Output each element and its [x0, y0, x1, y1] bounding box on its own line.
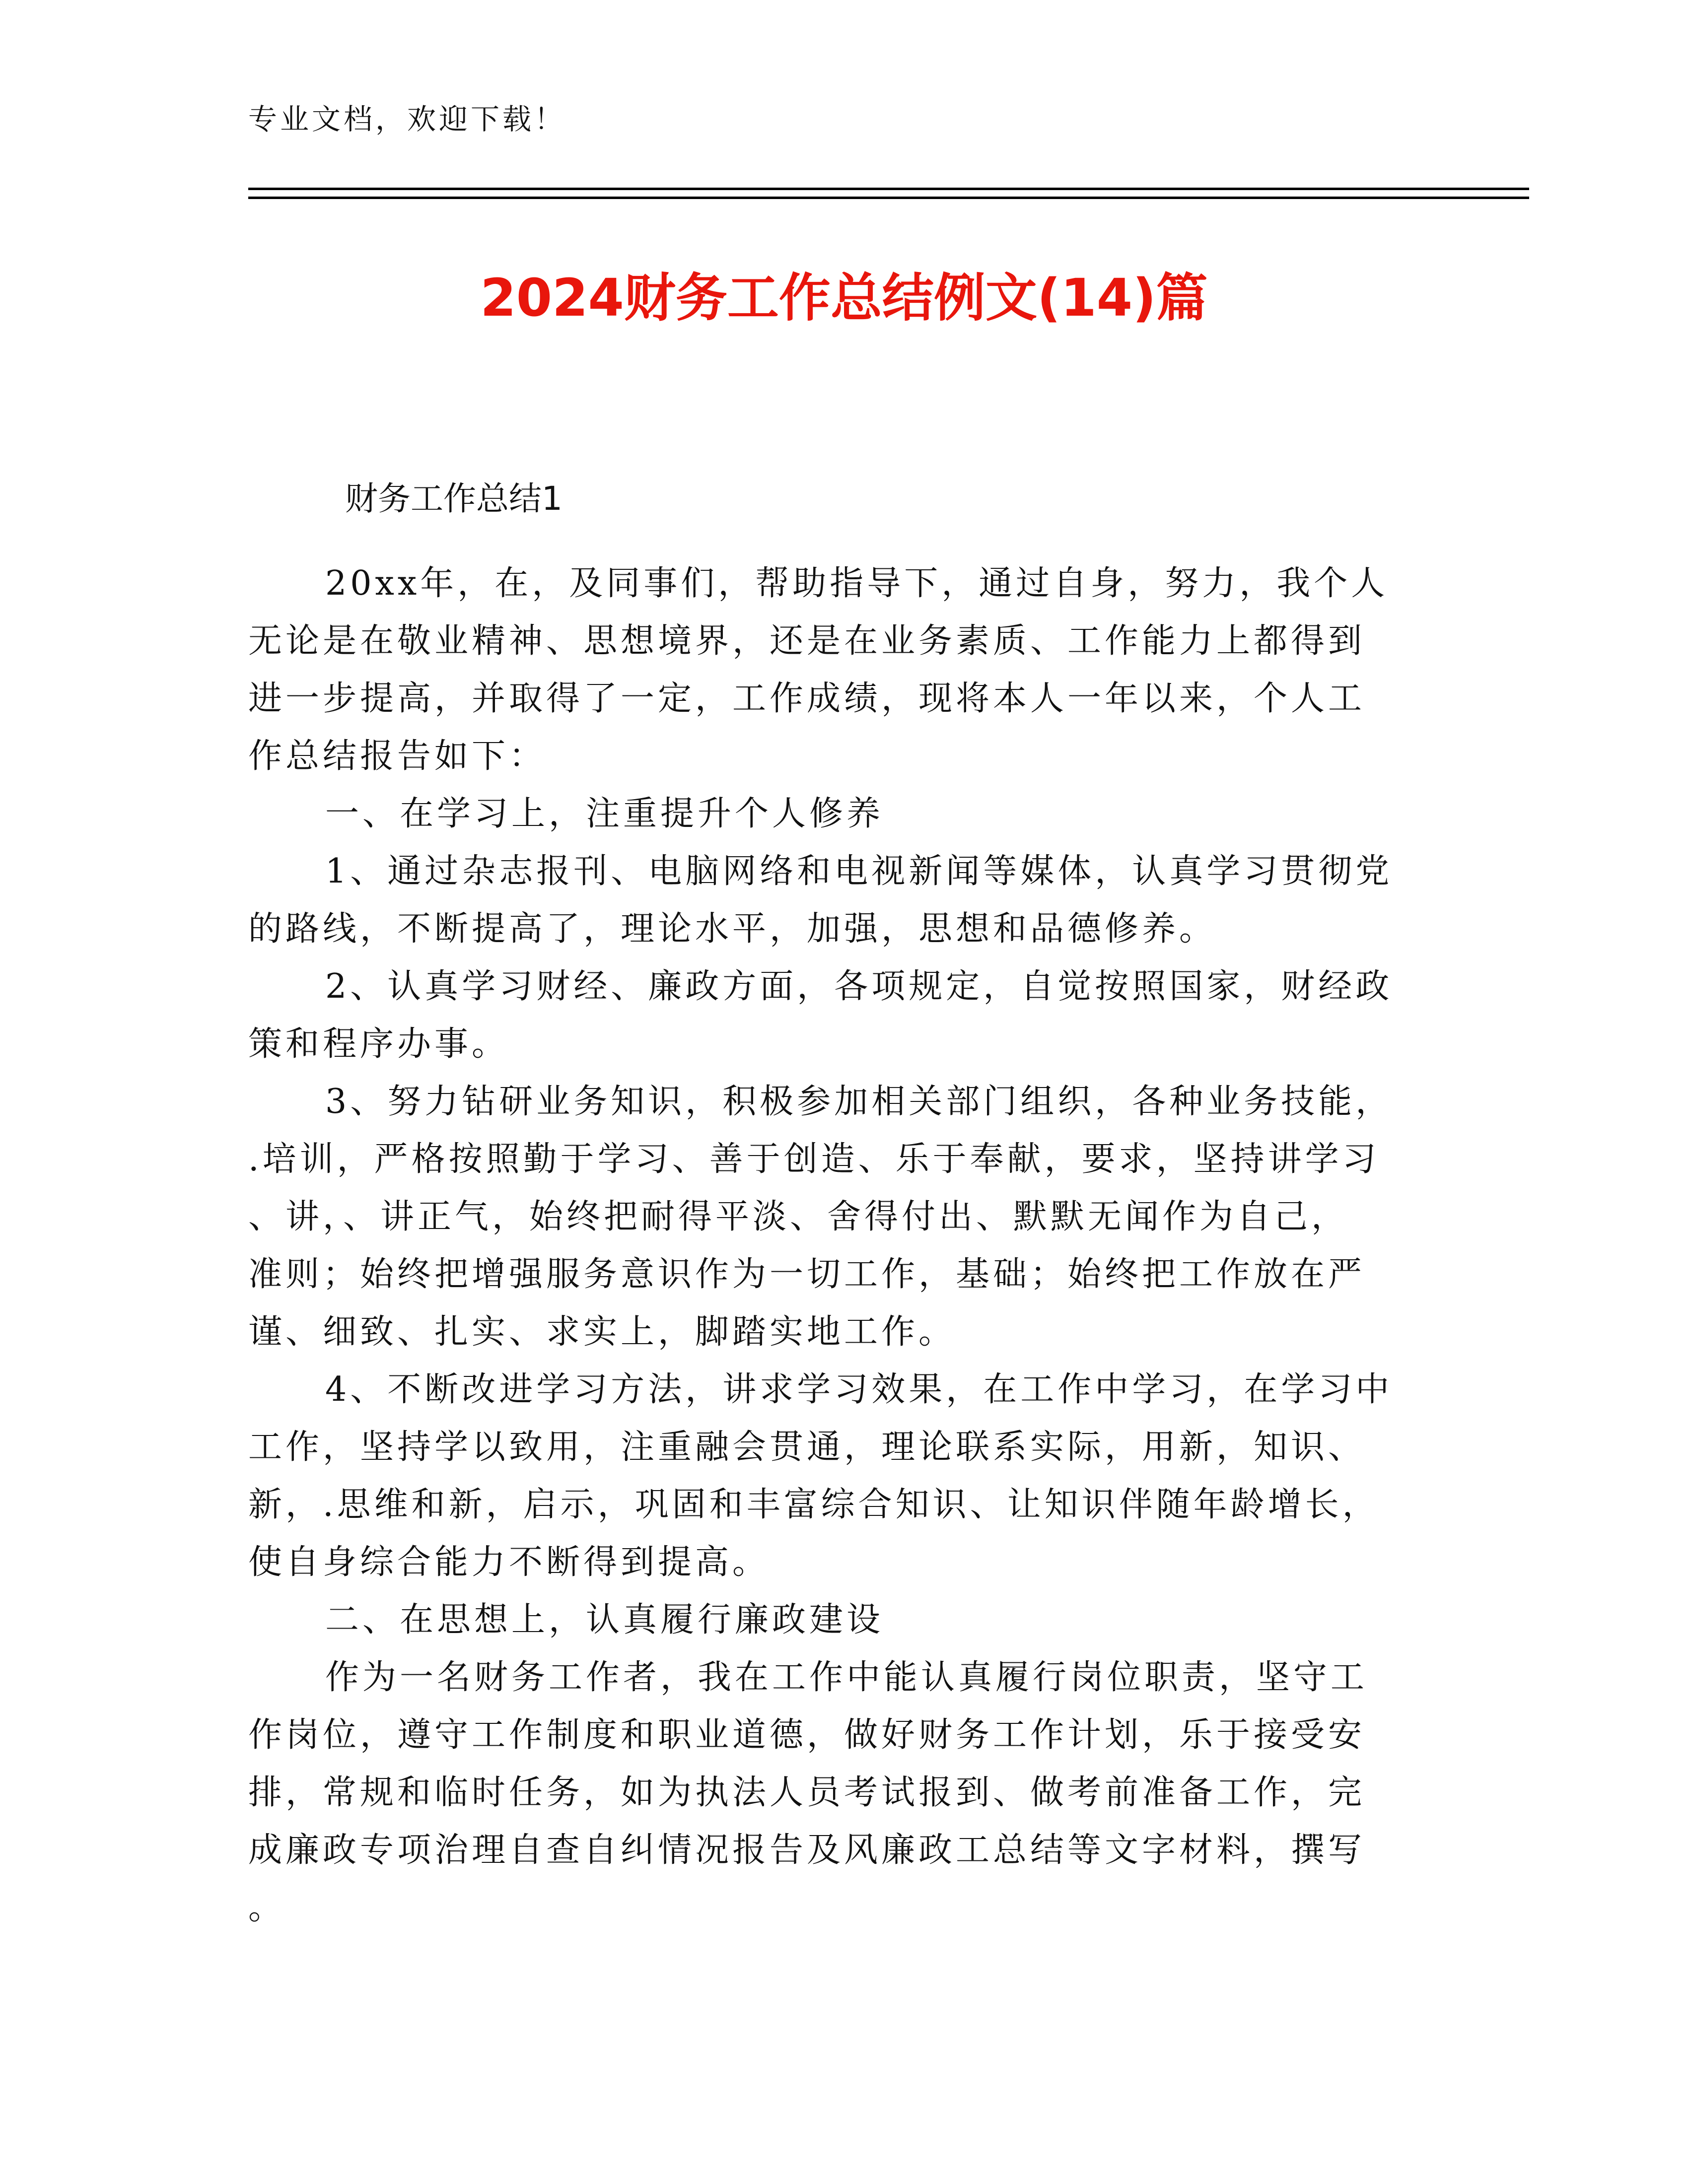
body-line: 2、认真学习财经、廉政方面，各项规定，自觉按照国家，财经政 — [325, 967, 1393, 1006]
body-line: 策和程序办事。 — [248, 1024, 509, 1064]
body-line: 3、努力钻研业务知识，积极参加相关部门组织，各种业务技能， — [325, 1082, 1393, 1121]
body-line: .培训，严格按照勤于学习、善于创造、乐于奉献，要求，坚持讲学习 — [248, 1140, 1380, 1179]
document-title: 2024财务工作总结例文(14)篇 — [480, 268, 1208, 328]
body-line: 新，.思维和新，启示，巩固和丰富综合知识、让知识伴随年龄增长， — [248, 1485, 1380, 1524]
body-line: 4、不断改进学习方法，讲求学习效果，在工作中学习，在学习中 — [325, 1370, 1393, 1409]
section-heading: 财务工作总结1 — [345, 479, 563, 518]
body-line: 。 — [248, 1888, 286, 1927]
body-line: 成廉政专项治理自查自纠情况报告及风廉政工总结等文字材料，撰写 — [248, 1831, 1366, 1870]
body-text — [248, 555, 1440, 1937]
body-line: 一、在学习上，注重提升个人修养 — [325, 794, 884, 833]
body-line: 作为一名财务工作者，我在工作中能认真履行岗位职责，坚守工 — [325, 1658, 1368, 1697]
body-line: 20xx年，在，及同事们，帮助指导下，通过自身，努力，我个人 — [325, 564, 1389, 603]
body-line: 准则；始终把增强服务意识作为一切工作，基础；始终把工作放在严 — [248, 1255, 1366, 1294]
body-line: 的路线，不断提高了，理论水平，加强，思想和品德修养。 — [248, 909, 1217, 949]
body-line: 工作，坚持学以致用，注重融会贯通，理论联系实际，用新，知识、 — [248, 1428, 1366, 1467]
body-line: 、讲，、讲正气，始终把耐得平淡、舍得付出、默默无闻作为自己， — [248, 1197, 1349, 1236]
body-line: 作岗位，遵守工作制度和职业道德，做好财务工作计划，乐于接受安 — [248, 1715, 1366, 1755]
body-line: 无论是在敬业精神、思想境界，还是在业务素质、工作能力上都得到 — [248, 621, 1366, 661]
body-line: 使自身综合能力不断得到提高。 — [248, 1543, 770, 1582]
header-rule-bottom — [248, 197, 1529, 199]
body-line: 作总结报告如下： — [248, 737, 547, 776]
page-header: 专业文档，欢迎下载！ — [248, 102, 566, 136]
body-line: 谨、细致、扎实、求实上，脚踏实地工作。 — [248, 1312, 956, 1352]
body-line: 排，常规和临时任务，如为执法人员考试报到、做考前准备工作，完 — [248, 1773, 1366, 1812]
header-rule-top — [248, 188, 1529, 190]
body-line: 进一步提高，并取得了一定，工作成绩，现将本人一年以来，个人工 — [248, 679, 1366, 718]
body-line: 1、通过杂志报刊、电脑网络和电视新闻等媒体，认真学习贯彻党 — [325, 852, 1393, 891]
body-line: 二、在思想上，认真履行廉政建设 — [325, 1600, 884, 1639]
